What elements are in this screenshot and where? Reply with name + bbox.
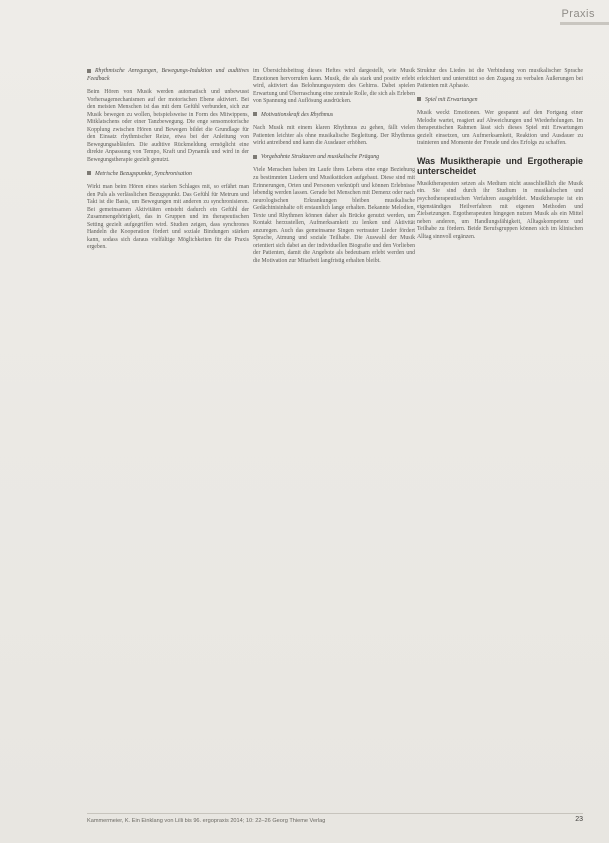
bullet-heading-text: Spiel mit Erwartungen: [425, 96, 478, 103]
header-rule: [560, 22, 609, 25]
paragraph: Nach Musik mit einem klaren Rhythmus zu gehen, fällt vielen Patienten leichter als ohne musikalische Begleitung. Der Rhythmus wirkt antreibend und kann die Ausdauer erhöhen.: [253, 125, 415, 147]
square-bullet-icon: [253, 155, 257, 159]
square-bullet-icon: [417, 97, 421, 101]
square-bullet-icon: [253, 112, 257, 116]
paragraph: Wirkt man beim Hören eines starken Schlages mit, so erfährt man den Puls als verlässlichen Bezugspunkt. Das Gefühl für Metrum und Takt ist die Basis, um Bewegungen mit anderen zu synchronisieren. Bei gemeinsamen Aktivitäten entsteht dadurch ein Gefühl der Zusammengehörigkeit, das in Gruppen und im therapeutischen Setting gezielt aufgegriffen wird. Studien zeigen, dass synchrones Handeln die Kooperation fördert und soziale Bindungen stärken kann, sodass sich daraus vielfältige Möglichkeiten für die Praxis ergeben.: [87, 184, 249, 251]
subheading: Was Musiktherapie und Ergotherapie unterscheidet: [417, 155, 583, 177]
paragraph: Beim Hören von Musik werden automatisch und unbewusst Vorhersagemechanismen auf der motorischen Ebene aktiviert. Bei den meisten Menschen ist das mit dem Gefühl verbunden, sich zur Musik bewegen zu wollen, beispielsweise in Form des Mitwippens, Mitklatschens oder einer Tanzbewegung. Die enge sensomotorische Kopplung zwischen Hören und Bewegen bildet die Grundlage für den Einsatz rhythmischer Reize, etwa bei der Anleitung von Bewegungsabläufen. Die auditive Rückmeldung ermöglicht eine direkte Anpassung von Tempo, Kraft und Dynamik und wird in der Bewegungstherapie gezielt genutzt.: [87, 89, 249, 164]
text-column-3: [417, 68, 583, 247]
paragraph: Musik weckt Emotionen. Wer gespannt auf den Fortgang einer Melodie wartet, reagiert auf Abweichungen und Wiederholungen. Im therapeutischen Rahmen lässt sich dieses Spiel mit Erwartungen gezielt einsetzen, um Aufmerksamkeit, Reaktion und Ausdauer zu trainieren und Momente der Freude und des Erfolgs zu schaffen.: [417, 110, 583, 147]
paragraph: Struktur des Liedes ist die Verbindung von musikalischer Sprache erleichtert und unterstützt so den Zugang zu verbalen Äußerungen bei Patienten mit Aphasie.: [417, 68, 583, 90]
bullet-heading: [417, 97, 583, 105]
section-header: Praxis: [561, 8, 595, 20]
paragraph: im Übersichtsbeitrag dieses Heftes wird dargestellt, wie Musik Emotionen hervorrufen kann. Musik, die als stark und positiv erlebt wird, aktiviert das Belohnungssystem des Gehirns. Dabei spielen Erwartung und Überraschung eine zentrale Rolle, die sich als Erleben von Spannung und Auflösung ausdrücken.: [253, 68, 415, 105]
square-bullet-icon: [87, 171, 91, 175]
footer-citation: Kammermeier, K. Ein Einklang von Lilli bis 96. ergopraxis 2014; 10: 22–26 Georg Thieme Verlag: [87, 818, 326, 824]
paragraph: Musiktherapeuten setzen als Medium nicht ausschließlich die Musik ein. Sie sind durch ihr Studium in musikalischen und psychotherapeutischen Verfahren ausgebildet. Musiktherapie ist ein eigenständiges Heilverfahren mit eigenen Methoden und Zielsetzungen. Ergotherapeuten hingegen nutzen Musik als ein Mittel neben anderen, um Handlungsfähigkeit, Alltagskompetenz und Teilhabe zu fördern. Beide Berufsgruppen können sich im klinischen Alltag sinnvoll ergänzen.: [417, 180, 583, 240]
bullet-heading-text: Motivationskraft des Rhythmus: [261, 111, 334, 118]
bullet-heading-text: Vorgebahnte Strukturen und musikalische Prägung: [261, 153, 380, 160]
text-column-1: [87, 68, 249, 258]
bullet-heading: [253, 154, 415, 162]
square-bullet-icon: [87, 69, 91, 73]
bullet-heading-text: Metrische Bezugspunkte, Synchronisation: [95, 170, 192, 177]
bullet-heading: [253, 112, 415, 120]
footer-rule: [87, 813, 583, 814]
bullet-heading: [87, 171, 249, 179]
bullet-heading-text: Rhythmische Anregungen, Bewegungs-Induktion und auditives Feedback: [87, 68, 249, 82]
paragraph: Viele Menschen haben im Laufe ihres Lebens eine enge Beziehung zu bestimmten Liedern und Musikstücken aufgebaut. Diese sind mit Erinnerungen, Orten und Personen verknüpft und können Erlebnisse lebendig werden lassen. Gerade bei Menschen mit Demenz oder nach neurologischen Erkrankungen bleiben musikalische Gedächtnisinhalte oft erstaunlich lange erhalten. Bekannte Melodien, Texte und Rhythmen können daher als Brücke genutzt werden, um Kontakt herzustellen, Aufmerksamkeit zu lenken und Aktivität anzuregen. Auch das gemeinsame Singen vertrauter Lieder fördert Sprache, Atmung und soziale Teilhabe. Die Auswahl der Musik orientiert sich dabei an der individuellen Biografie und den Vorlieben der Patienten, damit die Angebote als bedeutsam erlebt werden und die Motivation zur Mitarbeit langfristig erhalten bleibt.: [253, 167, 415, 265]
page-number: 23: [575, 816, 583, 823]
text-column-2: [253, 68, 415, 272]
bullet-heading: [87, 68, 249, 83]
